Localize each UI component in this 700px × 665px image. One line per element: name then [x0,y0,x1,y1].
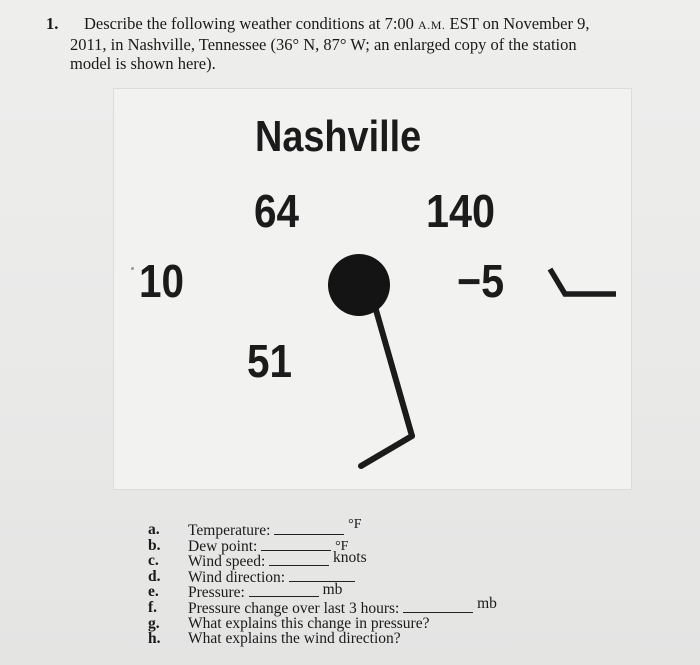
question-number: 1. [46,14,59,33]
item-letter: f. [148,598,158,616]
list-item-e [148,581,668,602]
item-label: Wind speed: [188,553,266,571]
list-item-d [148,569,668,585]
item-label: Dew point: [188,537,258,555]
item-letter: e. [148,583,159,601]
item-letter: b. [148,536,161,554]
station-model-panel [113,88,632,490]
item-unit: mb [477,594,497,612]
pressure-tendency-falling-icon [550,269,616,294]
prompt-line-1: Describe the following weather conditions at 7:00 [84,14,419,33]
item-letter: c. [148,552,159,570]
temperature-value: 64 [254,185,300,237]
pressure-tendency-value: −5 [457,255,505,307]
prompt-am: A.M. [418,18,446,32]
dew-point-answer-blank[interactable] [261,538,331,551]
list-item-b [148,538,668,554]
item-letter: h. [148,630,161,648]
item-unit: °F [335,538,349,554]
item-label: What explains the wind direction? [188,630,401,648]
list-item-f [148,594,668,617]
station-model-glyphs [114,89,631,489]
item-letter: d. [148,567,161,585]
question-prompt [70,14,666,73]
visibility-value: 10 [139,255,185,307]
pressure-change-answer-blank[interactable] [403,600,473,613]
item-unit: mb [322,581,343,599]
wind-direction-answer-blank[interactable] [289,569,355,582]
item-label: Pressure: [188,584,245,602]
pressure-answer-blank[interactable] [249,584,319,597]
prompt-line-1b: EST on November 9, [445,14,590,33]
list-item-c [148,549,668,571]
item-label: Pressure change over last 3 hours: [188,599,400,617]
list-item-g [148,616,668,632]
list-item-h [148,631,668,647]
item-label: Temperature: [188,522,271,539]
pressure-code-value: 140 [426,185,496,237]
prompt-line-2: 2011, in Nashville, Tennessee (36° N, 87° W; an enlarged copy of the station [70,35,577,54]
item-label: What explains this change in pressure? [188,614,430,632]
item-unit: °F [348,517,362,532]
temperature-answer-blank[interactable] [274,522,344,535]
wind-speed-answer-blank[interactable] [269,553,329,566]
dew-point-value: 51 [247,335,293,387]
list-item-a [148,517,668,539]
item-letter: g. [148,614,160,632]
item-letter: a. [148,521,160,538]
sky-cover-overcast-icon [328,254,390,316]
item-label: Wind direction: [188,568,286,586]
answer-list [148,517,668,648]
item-unit: knots [333,549,367,567]
wind-barb-icon [361,296,412,466]
prompt-line-3: model is shown here). [70,54,216,73]
station-name: Nashville [255,112,422,161]
